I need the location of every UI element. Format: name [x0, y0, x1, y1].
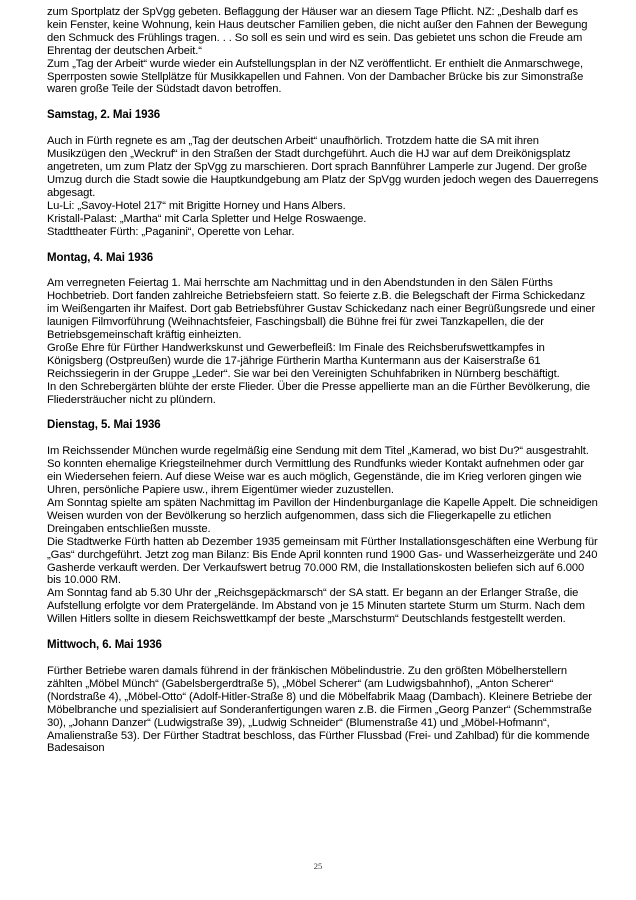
section-paragraph: Lu-Li: „Savoy-Hotel 217“ mit Brigitte Horney und Hans Albers.	[47, 199, 346, 212]
section-paragraph: Stadttheater Fürth: „Paganini“, Operette von Lehar.	[47, 225, 295, 238]
section-paragraph: Im Reichssender München wurde regelmäßig eine Sendung mit dem Titel „Kamerad, wo bist Du?“ ausgestrahlt. So konnten ehemalige Kriegsteilnehmer durch Vermittlung des Rundfunks wieder Kontakt aufnehmen oder gar ein Wiedersehen feiern. Auf diese Weise war es auch möglich, Gegenstände, die im Krieg verloren gingen wie Uhren, persönliche Papiere usw., ihrem Eigentümer wieder zuzustellen.	[47, 445, 589, 497]
intro-paragraph: Zum „Tag der Arbeit“ wurde wieder ein Aufstellungsplan in der NZ veröffentlicht. Er enthielt die Anmarschwege, Sperrposten sowie Stellplätze für Musikkapellen und Fahnen. Von der Dambacher Brücke bis zur Simonstraße waren große Teile der Südstadt davon betroffen.	[47, 57, 584, 96]
section-paragraph: Am verregneten Feiertag 1. Mai herrschte am Nachmittag und in den Abendstunden in den Sälen Fürths Hochbetrieb. Dort fanden zahlreiche Betriebsfeiern statt. So feierte z.B. die Belegschaft der Firma Schickedanz im Weißengarten ihr Maifest. Dort gab Betriebsführer Gustav Schickedanz nach einer Begrüßungsrede und einer launigen Filmvorführung (Weihnachtsfeier, Faschingsball) die Bühne frei für zwei Tanzkapellen, die der Betriebsgemeinschaft kräftig einheizten.	[47, 277, 596, 342]
section-paragraph: Fürther Betriebe waren damals führend in der fränkischen Möbelindustrie. Zu den größten Möbelherstellern zählten „Möbel Münch“ (Gabelsbergerdtraße 5), „Möbel Scherer“ (am Ludwigsbahnhof), „Anton Scherer“ (Nordstraße 4), „Möbel-Otto“ (Adolf-Hitler-Straße 8) und die Möbelfabrik Maag (Dambach). Kleinere Betriebe der Möbelbranche und spezialisiert auf Sonderanfertigungen waren z.B. die Firmen „Georg Panzer“ (Schemmstraße 30), „Johann Danzer“ (Ludwigstraße 39), „Ludwig Schneider“ (Blumenstraße 41) und „Möbel-Hofmann“, Amalienstraße 53). Der Fürther Stadtrat beschloss, das Fürther Flussbad (Frei- und Zahlbad) für die kommende Badesaison	[47, 664, 592, 755]
section-paragraph: Große Ehre für Fürther Handwerkskunst und Gewerbefleiß: Im Finale des Reichsberufswettkampfes in Königsberg (Ostpreußen) wurde die 17-jährige Fürtherin Martha Kuntermann aus der Kaiserstraße 61 Reichssiegerin in der Gruppe „Leder“. Sie war bei den Vereinigten Schuhfabriken in Nürnberg beschäftigt.	[47, 341, 560, 380]
section-heading-montag: Montag, 4. Mai 1936	[47, 251, 154, 264]
section-paragraph: Die Stadtwerke Fürth hatten ab Dezember 1935 gemeinsam mit Fürther Installationsgeschäften eine Werbung für „Gas“ durchgeführt. Jetzt zog man Bilanz: Bis Ende April konnten rund 1900 Gas- und Wasserheizgeräte und 240 Gasherde verkauft werden. Der Verkaufswert betrug 70.000 RM, die Installationskosten beliefen sich auf 6.000 bis 10.000 RM.	[47, 535, 598, 587]
page-number: 25	[313, 861, 323, 871]
section-heading-dienstag: Dienstag, 5. Mai 1936	[47, 419, 161, 432]
intro-block	[47, 6, 599, 96]
section-paragraph: Am Sonntag spielte am späten Nachmittag im Pavillon der Hindenburganlage die Kapelle Appelt. Die schneidigen Weisen wurden von der Bevölkerung so herzlich aufgenommen, dass sich die Fliegerkapelle zu etlichen Dreingaben entschließen musste.	[47, 497, 598, 535]
section-paragraph: In den Schrebergärten blühte der erste Flieder. Über die Presse appellierte man an die Fürther Bevölkerung, die Fliedersträucher nicht zu plündern.	[47, 380, 590, 406]
section-paragraph: Am Sonntag fand ab 5.30 Uhr der „Reichsgepäckmarsch“ der SA statt. Er begann an der Erlanger Straße, die Aufstellung erfolgte vor dem Pratergelände. Im Abstand von je 15 Minuten startete Sturm um Sturm. Nach dem Willen Hitlers sollte in diesem Reichswettkampf der beste „Marschsturm“ Deutschlands festgestellt werden.	[47, 587, 585, 626]
section-heading-mittwoch: Mittwoch, 6. Mai 1936	[47, 639, 162, 652]
section-paragraph: Kristall-Palast: „Martha“ mit Carla Spletter und Helge Roswaenge.	[47, 212, 367, 225]
section-paragraph: Auch in Fürth regnete es am „Tag der deutschen Arbeit“ unaufhörlich. Trotzdem hatte die SA mit ihren Musikzügen den „Weckruf“ in den Straßen der Stadt durchgeführt. Auch die HJ war auf dem Dreikönigsplatz angetreten, um zum Platz der SpVgg zu marschieren. Dort sprach Bannführer Lamperle zur Jugend. Der große Umzug durch die Stadt sowie die Hauptkundgebung am Platz der SpVgg wurden jedoch wegen des Dauerregens abgesagt.	[47, 135, 599, 199]
document-page	[47, 6, 599, 755]
intro-paragraph: zum Sportplatz der SpVgg gebeten. Beflaggung der Häuser war an diesem Tage Pflicht. NZ: „Deshalb darf es kein Fenster, keine Wohnung, kein Haus deutscher Familien geben, die nicht außer den Fahnen der Bewegung den Schmuck des Frühlings tragen. . . So soll es sein und wird es sein. Das gebietet uns schon die Freude am Ehrentag der deutschen Arbeit.“	[47, 6, 588, 57]
section-heading-samstag: Samstag, 2. Mai 1936	[47, 109, 161, 122]
